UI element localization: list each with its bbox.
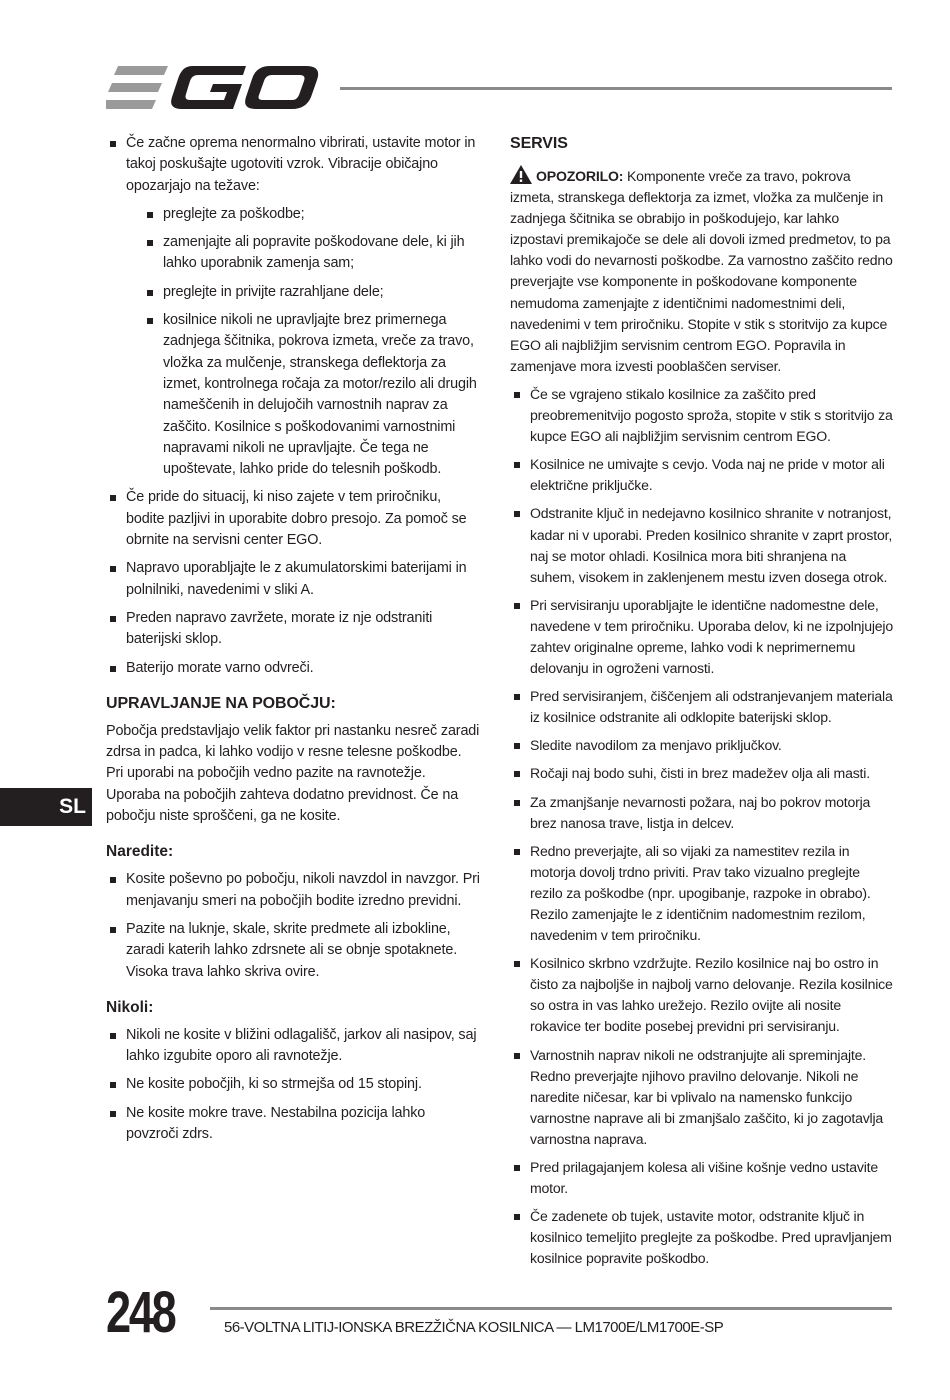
sub-list-item: preglejte in privijte razrahljane dele; bbox=[126, 282, 481, 303]
list-item: Če pride do situacij, ki niso zajete v tem priročniku, bodite pazljivi in uporabite dobro presojo. Za pomoč se obrnite na servisni center EGO. bbox=[106, 487, 481, 551]
warning-triangle-icon bbox=[510, 165, 532, 184]
sub-list-item: kosilnice nikoli ne upravljajte brez primernega zadnjega ščitnika, pokrova izmeta, vreče za travo, vložka za mulčenje, stranskega deflektorja za izmet, kontrolnega ročaja za motor/rezilo ali drugih nameščenih in delujočih varnostnih naprav za zaščito. Kosilnice s poškodovanimi varnostnimi napravami nikoli ne upravljajte. Če tega ne upoštevate, lahko pride do telesnih poškodb. bbox=[126, 310, 481, 480]
list-item: Sledite navodilom za menjavo priključkov. bbox=[510, 735, 894, 756]
list-item: Redno preverjajte, ali so vijaki za namestitev rezila in motorja dovolj trdno priviti. Prav tako vizualno preglejte rezilo za poškodbe (npr. upogibanje, razpoke in obrabo). Rezilo zamenjajte le z identičnim nadomestnim rezilom, navedenim v tem priročniku. bbox=[510, 841, 894, 946]
list-item: Nikoli ne kosite v bližini odlagališč, jarkov ali nasipov, saj lahko izgubite oporo ali ravnotežje. bbox=[106, 1025, 481, 1068]
service-heading: SERVIS bbox=[510, 135, 568, 152]
list-item: Preden napravo zavržete, morate iz nje odstraniti baterijski sklop. bbox=[106, 608, 481, 651]
list-item: Ne kosite pobočjih, ki so strmejša od 15 stopinj. bbox=[106, 1074, 481, 1095]
footer-title: 56-VOLTNA LITIJ-IONSKA BREZŽIČNA KOSILNICA — LM1700E/LM1700E-SP bbox=[224, 1319, 724, 1336]
never-heading: Nikoli: bbox=[106, 998, 154, 1016]
do-list bbox=[106, 869, 481, 982]
list-item: Baterijo morate varno odvreči. bbox=[106, 658, 481, 679]
list-item: Če zadenete ob tujek, ustavite motor, odstranite ključ in kosilnico temeljito preglejte za poškodbe. Pred upravljanjem kosilnice popravite poškodbo. bbox=[510, 1206, 894, 1269]
footer-rule bbox=[210, 1307, 892, 1310]
list-item: Za zmanjšanje nevarnosti požara, naj bo pokrov motorja brez nanosa trave, listja in delcev. bbox=[510, 792, 894, 834]
service-list bbox=[510, 384, 894, 1270]
list-item bbox=[106, 133, 481, 480]
list-item: Če se vgrajeno stikalo kosilnice za zaščito pred preobremenitvijo pogosto sproža, stopite v stik s storitvijo za kupce EGO ali najbližjim servisnim centrom EGO. bbox=[510, 384, 894, 447]
warning-text: Komponente vreče za travo, pokrova izmeta, stranskega deflektorja za izmet, vložka za mulčenje in zadnjega ščitnika se obrabijo in poškodujejo, kar lahko izpostavi premikajoče se dele ali dovoli izmed predmetov, to pa lahko vodi do nevarnosti poškodbe. Za varnostno zaščito redno preverjajte vse komponente in poškodovane komponente nemudoma zamenjajte z identičnimi nadomestnimi deli, navedenimi v tem priročniku. Stopite v stik s storitvijo za kupce EGO ali najbližjim servisnim centrom EGO. Popravila in zamenjave mora izvesti pooblaščen serviser. bbox=[510, 168, 893, 374]
intro-list bbox=[106, 133, 481, 679]
list-item: Varnostnih naprav nikoli ne odstranjujte ali spreminjajte. Redno preverjajte njihovo pravilno delovanje. Nikoli ne naredite ničesar, kar bi vplivalo na namensko funkcijo varnostne naprave ali bi zmanjšalo zaščito, ki jo zagotavlja varnostna naprava. bbox=[510, 1045, 894, 1150]
do-heading: Naredite: bbox=[106, 843, 174, 861]
warning-paragraph bbox=[510, 165, 894, 377]
logo-text: EGO bbox=[106, 62, 109, 63]
warning-label: OPOZORILO: bbox=[536, 168, 624, 184]
left-column bbox=[106, 133, 481, 1152]
list-item: Kosilnice ne umivajte s cevjo. Voda naj ne pride v motor ali električne priključke. bbox=[510, 454, 894, 496]
sub-list-item: zamenjajte ali popravite poškodovane dele, ki jih lahko uporabnik zamenja sam; bbox=[126, 232, 481, 275]
sub-list bbox=[126, 204, 481, 481]
list-item: Pred servisiranjem, čiščenjem ali odstranjevanjem materiala iz kosilnice odstranite ali odklopite baterijski sklop. bbox=[510, 686, 894, 728]
list-item: Pazite na luknje, skale, skrite predmete ali izbokline, zaradi katerih lahko zdrsnete ali se obnje spotaknete. Visoka trava lahko skriva ovire. bbox=[106, 919, 481, 983]
page-number: 248 bbox=[106, 1280, 175, 1345]
list-item: Ne kosite mokre trave. Nestabilna pozicija lahko povzroči zdrs. bbox=[106, 1103, 481, 1146]
list-item: Odstranite ključ in nedejavno kosilnico shranite v notranjost, kadar ni v uporabi. Preden kosilnico shranite v zaprt prostor, naj se motor ohladi. Kosilnica mora biti shranjena na suhem, visokem in zaklenjenem mestu izven dosega otrok. bbox=[510, 503, 894, 587]
sub-list-item: preglejte za poškodbe; bbox=[126, 204, 481, 225]
list-item: Napravo uporabljajte le z akumulatorskimi baterijami in polnilniki, navedenimi v sliki A. bbox=[106, 558, 481, 601]
list-item-text: Če začne oprema nenormalno vibrirati, ustavite motor in takoj poskušajte ugotoviti vzrok. Vibracije običajno opozarjajo na težave: bbox=[126, 135, 476, 194]
language-tab: SL bbox=[0, 788, 92, 826]
list-item: Pred prilagajanjem kolesa ali višine košnje vedno ustavite motor. bbox=[510, 1157, 894, 1199]
list-item: Pri servisiranju uporabljajte le identične nadomestne dele, navedene v tem priročniku. Uporaba delov, ki ne izpolnjujejo zahtev originalne opreme, lahko vodi k neprimernemu delovanju in ogroženi varnosti. bbox=[510, 595, 894, 679]
list-item: Kosilnico skrbno vzdržujte. Rezilo kosilnice naj bo ostro in čisto za najboljše in najbolj varno delovanje. Rezila kosilnice so ostra in vas lahko urežejo. Rezilo ovijte ali nosite rokavice ter bodite posebej previdni pri servisiranju. bbox=[510, 953, 894, 1037]
list-item: Ročaji naj bodo suhi, čisti in brez madežev olja ali masti. bbox=[510, 763, 894, 784]
slope-heading: UPRAVLJANJE NA POBOČJU: bbox=[106, 694, 336, 712]
slope-paragraph: Pobočja predstavljajo velik faktor pri nastanku nesreč zaradi zdrsa in padca, ki lahko vodijo v resne telesne poškodbe. Pri uporabi na pobočjih vedno pazite na ravnotežje. Uporaba na pobočjih zahteva dodatno previdnost. Če na pobočju niste sproščeni, ga ne kosite. bbox=[106, 722, 480, 825]
list-item: Kosite poševno po pobočju, nikoli navzdol in navzgor. Pri menjavanju smeri na pobočjih bodite izredno previdni. bbox=[106, 869, 481, 912]
header-rule bbox=[340, 87, 892, 90]
never-list bbox=[106, 1025, 481, 1145]
right-column bbox=[510, 133, 894, 1277]
ego-logo bbox=[106, 62, 320, 114]
